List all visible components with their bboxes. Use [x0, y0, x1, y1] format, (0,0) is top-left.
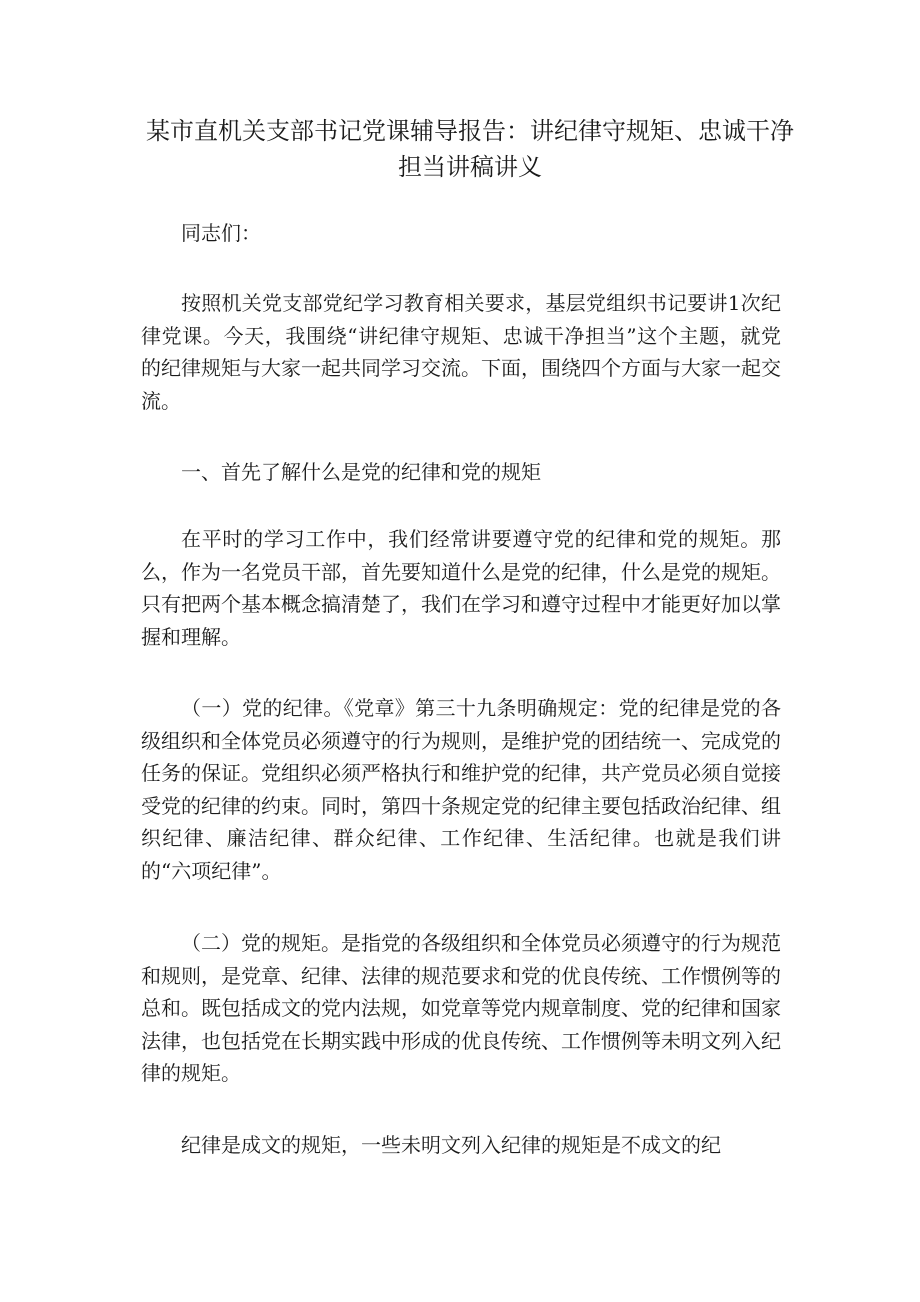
paragraph-party-discipline: （一）党的纪律。《党章》第三十九条明确规定：党的纪律是党的各级组织和全体党员必须遵守的行为规则，是维护党的团结统一、完成党的任务的保证。党组织必须严格执行和维护党的纪律，共产党员必须自觉接受党的纪律的约束。同时，第四十条规定党的纪律主要包括政治纪律、组织纪律、廉洁纪律、群众纪律、工作纪律、生活纪律。也就是我们讲的“六项纪律”。 [141, 696, 781, 883]
section-heading-1: 一、首先了解什么是党的纪律和党的规矩 [181, 460, 541, 484]
paragraph-section-1: 在平时的学习工作中，我们经常讲要遵守党的纪律和党的规矩。那么，作为一名党员干部，首先要知道什么是党的纪律，什么是党的规矩。只有把两个基本概念搞清楚了，我们在学习和遵守过程中才能更好加以掌握和理解。 [141, 527, 781, 649]
document-title: 某市直机关支部书记党课辅导报告：讲纪律守规矩、忠诚干净担当讲稿讲义 [146, 117, 794, 181]
paragraph-discipline-vs-rules: 纪律是成文的规矩，一些未明文列入纪律的规矩是不成文的纪 [181, 1133, 721, 1157]
salutation: 同志们： [181, 221, 261, 245]
paragraph-party-rules: （二）党的规矩。是指党的各级组织和全体党员必须遵守的行为规范和规则，是党章、纪律、法律的规范要求和党的优良传统、工作惯例等的总和。既包括成文的党内法规，如党章等党内规章制度、党的纪律和国家法律，也包括党在长期实践中形成的优良传统、工作惯例等未明文列入纪律的规矩。 [141, 931, 781, 1085]
paragraph-intro: 按照机关党支部党纪学习教育相关要求，基层党组织书记要讲1次纪律党课。今天，我围绕“讲纪律守规矩、忠诚干净担当”这个主题，就党的纪律规矩与大家一起共同学习交流。下面，围绕四个方面与大家一起交流。 [141, 291, 781, 413]
